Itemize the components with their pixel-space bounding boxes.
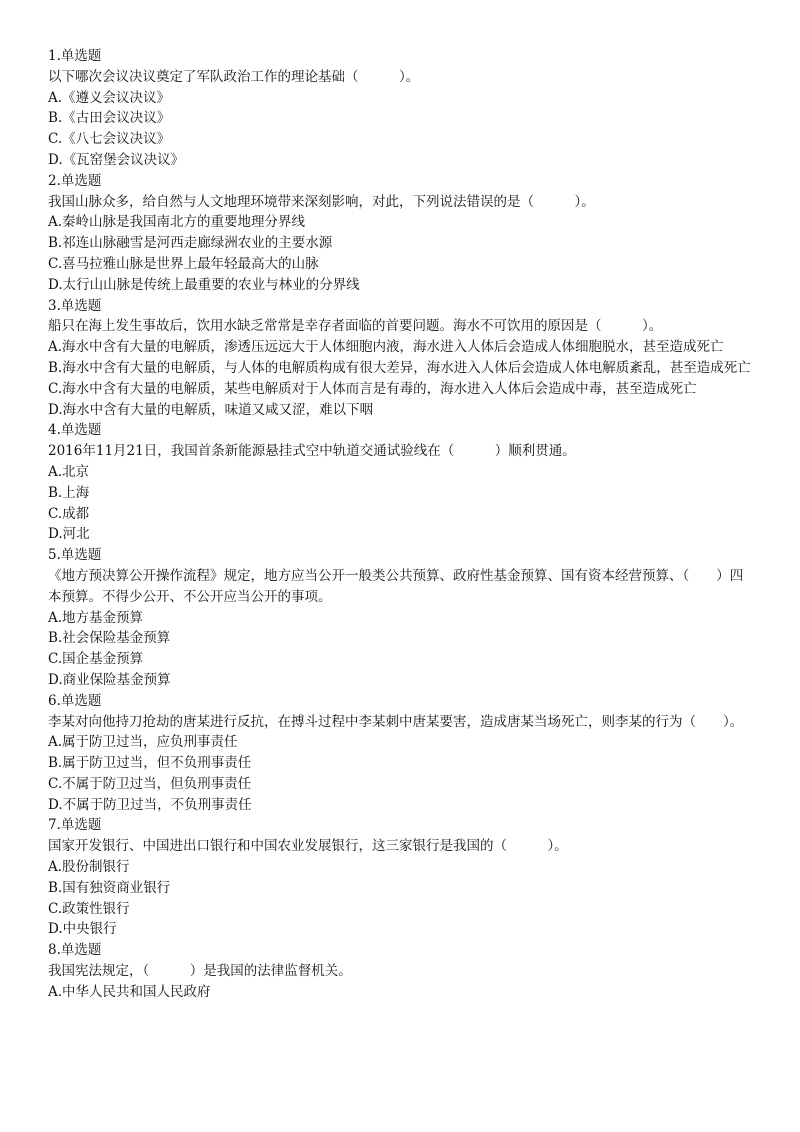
option-a: A.海水中含有大量的电解质，渗透压远远大于人体细胞内液，海水进入人体后会造成人体细胞脱水，甚至造成死亡: [48, 339, 724, 356]
question-stem: 我国宪法规定，（ ）是我国的法律监督机关。: [48, 963, 352, 980]
question-stem: 国家开发银行、中国进出口银行和中国农业发展银行，这三家银行是我国的（ ）。: [48, 838, 568, 855]
option-c: C.国企基金预算: [48, 651, 144, 668]
question-header: 7.单选题: [48, 817, 102, 834]
option-b: B.属于防卫过当，但不负刑事责任: [48, 755, 252, 772]
option-c: C.成都: [48, 505, 90, 522]
option-d: D.海水中含有大量的电解质，味道又咸又涩，难以下咽: [48, 401, 374, 418]
option-b: B.祁连山脉融雪是河西走廊绿洲农业的主要水源: [48, 235, 333, 252]
option-d: D.中央银行: [48, 921, 117, 938]
option-c: C.不属于防卫过当，但负刑事责任: [48, 775, 252, 792]
question-header: 8.单选题: [48, 942, 102, 959]
option-b: B.社会保险基金预算: [48, 630, 171, 647]
option-a: A.股份制银行: [48, 859, 130, 876]
option-d: D.太行山山脉是传统上最重要的农业与林业的分界线: [48, 276, 360, 293]
option-a: A.中华人民共和国人民政府: [48, 983, 211, 1000]
question-stem: 2016年11月21日，我国首条新能源悬挂式空中轨道交通试验线在（ ）顺利贯通。: [48, 443, 576, 460]
question-header: 2.单选题: [48, 172, 102, 189]
option-b: B.国有独资商业银行: [48, 879, 171, 896]
question-stem: 船只在海上发生事故后，饮用水缺乏常常是幸存者面临的首要问题。海水不可饮用的原因是（ ）。: [48, 318, 663, 335]
question-1: [48, 46, 754, 171]
question-8: [48, 940, 754, 1002]
option-d: D.不属于防卫过当，不负刑事责任: [48, 796, 252, 813]
question-header: 1.单选题: [48, 48, 102, 64]
question-header: 3.单选题: [48, 297, 102, 314]
question-4: [48, 420, 754, 545]
option-d: D.商业保险基金预算: [48, 671, 171, 688]
option-c: C.海水中含有大量的电解质，某些电解质对于人体而言是有毒的，海水进入人体后会造成中毒，甚至造成死亡: [48, 380, 697, 397]
option-a: A.《遵义会议决议》: [48, 89, 171, 106]
option-d: D.《瓦窑堡会议决议》: [48, 151, 185, 168]
option-a: A.地方基金预算: [48, 609, 144, 626]
question-stem: 我国山脉众多，给自然与人文地理环境带来深刻影响，对此，下列说法错误的是（ ）。: [48, 193, 595, 210]
option-c: C.《八七会议决议》: [48, 131, 171, 148]
question-stem: 以下哪次会议决议奠定了军队政治工作的理论基础（ ）。: [48, 68, 420, 85]
question-7: [48, 815, 754, 940]
exam-document: [48, 46, 754, 1003]
question-stem: 李某对向他持刀抢劫的唐某进行反抗，在搏斗过程中李某刺中唐某要害，造成唐某当场死亡，则李某的行为（ ）。: [48, 713, 744, 730]
option-d: D.河北: [48, 526, 90, 543]
option-b: B.《古田会议决议》: [48, 110, 171, 127]
option-a: A.属于防卫过当，应负刑事责任: [48, 734, 238, 751]
question-stem: 《地方预决算公开操作流程》规定，地方应当公开一般类公共预算、政府性基金预算、国有资本经营预算、（ ）四本预算。不得少公开、不公开应当公开的事项。: [48, 567, 744, 605]
question-header: 5.单选题: [48, 547, 102, 564]
question-3: [48, 296, 754, 421]
question-6: [48, 691, 754, 816]
question-5: [48, 545, 754, 691]
option-b: B.上海: [48, 484, 90, 501]
option-a: A.北京: [48, 463, 90, 480]
option-c: C.政策性银行: [48, 900, 130, 917]
option-b: B.海水中含有大量的电解质，与人体的电解质构成有很大差异，海水进入人体后会造成人体电解质紊乱，甚至造成死亡: [48, 359, 751, 376]
option-c: C.喜马拉雅山脉是世界上最年轻最高大的山脉: [48, 255, 319, 272]
question-header: 6.单选题: [48, 692, 102, 709]
question-header: 4.单选题: [48, 422, 102, 439]
option-a: A.秦岭山脉是我国南北方的重要地理分界线: [48, 214, 306, 231]
question-2: [48, 171, 754, 296]
